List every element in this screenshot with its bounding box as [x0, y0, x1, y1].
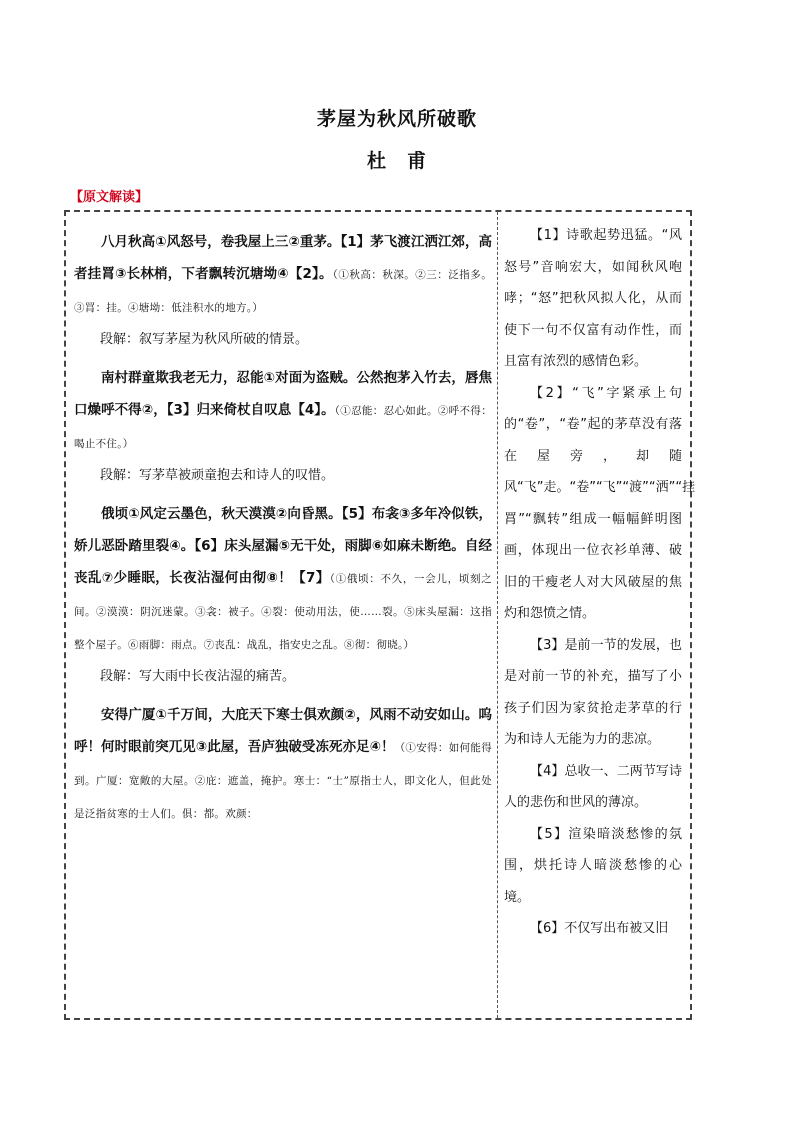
stanza-1-text: 八月秋高①风怒号，卷我屋上三②重茅。【1】茅飞渡江洒江郊，高者挂罥③长林梢，下者飘转沉塘坳④【2】。: [74, 234, 492, 282]
stanza-4-notes: （①安得：如何能得到。广厦：宽敞的大屋。②庇：遮盖，掩护。寒士：“士”原指士人，即文化人，但此处是泛指贫寒的士人们。俱：都。欢颜：: [74, 742, 492, 820]
original-text-column: [74, 226, 492, 830]
analysis-table: [64, 210, 696, 1020]
stanza-1: [74, 226, 492, 324]
comment-5: 【5】渲染暗淡愁惨的氛围，烘托诗人暗淡愁惨的心境。: [504, 826, 682, 905]
stanza-2-text: 南村群童欺我老无力，忍能①对面为盗贼。公然抱茅入竹去，唇焦口燥呼不得②，【3】归来倚杖自叹息【4】。: [74, 370, 492, 418]
poem-title: 茅屋为秋风所破歌: [316, 108, 477, 130]
stanza-2: [74, 362, 492, 460]
section-tag: 【原文解读】: [70, 190, 149, 205]
stanza-1-summary: 段解：叙写茅屋为秋风所破的情景。: [100, 332, 309, 347]
stanza-2-summary: 段解：写茅草被顽童抱去和诗人的叹惜。: [100, 468, 335, 483]
stanza-3-text: 俄顷①风定云墨色，秋天漠漠②向昏黑。【5】布衾③多年冷似铁，娇儿恶卧踏里裂④。【6】床头屋漏⑤无干处，雨脚⑥如麻未断绝。自经丧乱⑦少睡眠，长夜沾湿何由彻⑧！【7】: [74, 506, 492, 586]
stanza-1-notes: （①秋高：秋深。②三：泛指多。③罥：挂。④塘坳：低洼积水的地方。）: [74, 269, 492, 314]
stanza-3-summary: 段解：写大雨中长夜沾湿的痛苦。: [100, 669, 296, 684]
comment-6: 【6】不仅写出布被又旧: [530, 921, 669, 936]
stanza-2-notes: （①忍能：忍心如此。②呼不得：喝止不住。）: [74, 405, 493, 450]
stanza-3: [74, 498, 492, 661]
column-divider: [497, 212, 498, 1018]
stanza-4-text: 安得广厦①千万间，大庇天下寒士俱欢颜②，风雨不动安如山。呜呼！何时眼前突兀见③此屋，吾庐独破受冻死亦足④！: [74, 707, 492, 755]
stanza-4: [74, 699, 492, 830]
stanza-3-notes: （①俄顷：不久，一会儿，顷刻之间。②漠漠：阴沉迷蒙。③衾：被子。④裂：使动用法，使……裂。⑤床头屋漏：这指整个屋子。⑥雨脚：雨点。⑦丧乱：战乱，指安史之乱。⑧彻：彻晓。）: [74, 573, 492, 651]
comment-2: 【2】“飞”字紧承上句的“卷”，“卷”起的茅草没有落在屋旁，却随风“飞”走。“卷”“飞”“渡”“洒”“挂罥”“飘转”组成一幅幅鲜明图画，体现出一位衣衫单薄、破旧的干瘦老人对大风破屋的焦灼和怨愤之情。: [504, 385, 696, 621]
comment-4: 【4】总收一、二两节写诗人的悲伤和世风的薄凉。: [504, 763, 682, 810]
commentary-column: [504, 220, 696, 945]
comment-3: 【3】是前一节的发展，也是对前一节的补充，描写了小孩子们因为家贫抢走茅草的行为和诗人无能为力的悲凉。: [504, 637, 682, 747]
comment-1: 【1】诗歌起势迅猛。“风怒号”音响宏大，如闻秋风咆哮；“怒”把秋风拟人化，从而使下一句不仅富有动作性，而且富有浓烈的感情色彩。: [504, 228, 682, 369]
poem-author: 杜 甫: [366, 150, 427, 172]
